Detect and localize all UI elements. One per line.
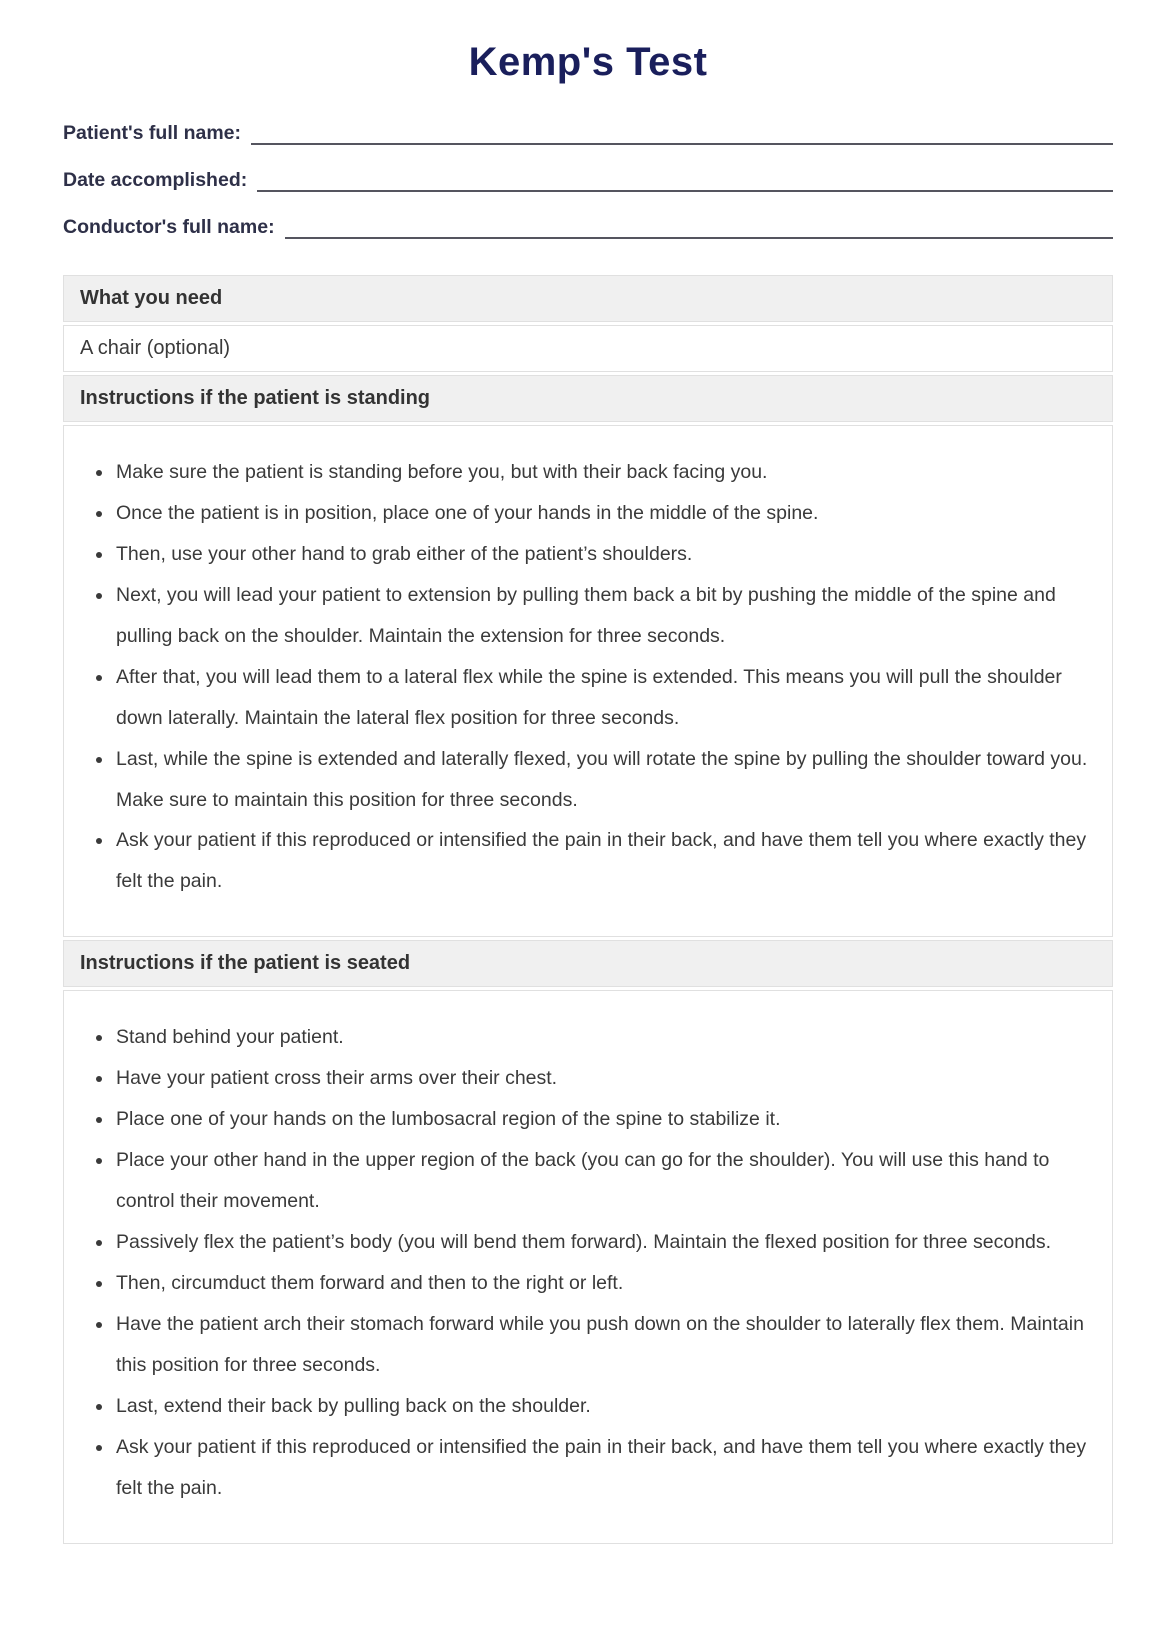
field-patient-full-name: [63, 119, 1113, 145]
field-conductor-full-name: [63, 213, 1113, 239]
instruction-item: • Have your patient cross their arms over their chest.: [114, 1058, 1096, 1099]
date-accomplished-label: Date accomplished:: [63, 169, 248, 191]
instruction-item: • Next, you will lead your patient to extension by pulling them back a bit by pushing the middle of the spine and pulling back on the shoulder. Maintain the extension for three seconds.: [114, 575, 1096, 657]
standing-instructions-header-label: Instructions if the patient is standing: [80, 387, 431, 409]
conductor-full-name-label: Conductor's full name:: [63, 216, 275, 238]
seated-instructions-header-label: Instructions if the patient is seated: [80, 952, 411, 975]
instruction-item: • Last, while the spine is extended and laterally flexed, you will rotate the spine by pulling the shoulder toward you. Make sure to maintain this position for three seconds.: [114, 739, 1096, 821]
standing-instructions-list: [80, 452, 1096, 902]
instruction-item: • Place your other hand in the upper region of the back (you can go for the shoulder). You will use this hand to control their movement.: [114, 1140, 1096, 1222]
page-title: Kemp's Test: [468, 40, 708, 84]
section-header-what-you-need: [63, 275, 1113, 322]
date-accomplished-input[interactable]: [257, 170, 1113, 192]
instruction-item: • Last, extend their back by pulling back on the shoulder.: [114, 1386, 1096, 1427]
field-date-accomplished: [63, 166, 1113, 192]
instruction-item: • Have the patient arch their stomach forward while you push down on the shoulder to laterally flex them. Maintain this position for three seconds.: [114, 1304, 1096, 1386]
seated-instructions-list: [80, 1017, 1096, 1508]
seated-instructions-section: [63, 990, 1113, 1543]
instruction-item: • After that, you will lead them to a lateral flex while the spine is extended. This means you will pull the shoulder down laterally. Maintain the lateral flex position for three seconds.: [114, 657, 1096, 739]
standing-instructions-section: [63, 425, 1113, 937]
instruction-item: • Ask your patient if this reproduced or intensified the pain in their back, and have them tell you where exactly they felt the pain.: [114, 820, 1096, 902]
what-you-need-content-text: A chair (optional): [80, 337, 231, 359]
instruction-item: • Then, use your other hand to grab either of the patient’s shoulders.: [114, 534, 1096, 575]
instruction-item: • Then, circumduct them forward and then to the right or left.: [114, 1263, 1096, 1304]
instruction-item: • Make sure the patient is standing before you, but with their back facing you.: [114, 452, 1096, 493]
conductor-full-name-input[interactable]: [285, 217, 1113, 239]
instruction-item: • Place one of your hands on the lumbosacral region of the spine to stabilize it.: [114, 1099, 1096, 1140]
instruction-item: • Ask your patient if this reproduced or intensified the pain in their back, and have them tell you where exactly they felt the pain.: [114, 1427, 1096, 1509]
section-header-seated-instructions: [63, 940, 1113, 987]
instruction-item: • Passively flex the patient’s body (you will bend them forward). Maintain the flexed position for three seconds.: [114, 1222, 1096, 1263]
instructions-table: [63, 275, 1113, 1544]
patient-full-name-input[interactable]: [251, 123, 1113, 145]
patient-full-name-label: Patient's full name:: [63, 122, 242, 144]
section-header-standing-instructions: [63, 375, 1113, 422]
what-you-need-content-row: [63, 325, 1113, 372]
form-fields: [63, 119, 1113, 239]
instruction-item: • Once the patient is in position, place one of your hands in the middle of the spine.: [114, 493, 1096, 534]
what-you-need-header-label: What you need: [80, 287, 223, 309]
instruction-item: • Stand behind your patient.: [114, 1017, 1096, 1058]
